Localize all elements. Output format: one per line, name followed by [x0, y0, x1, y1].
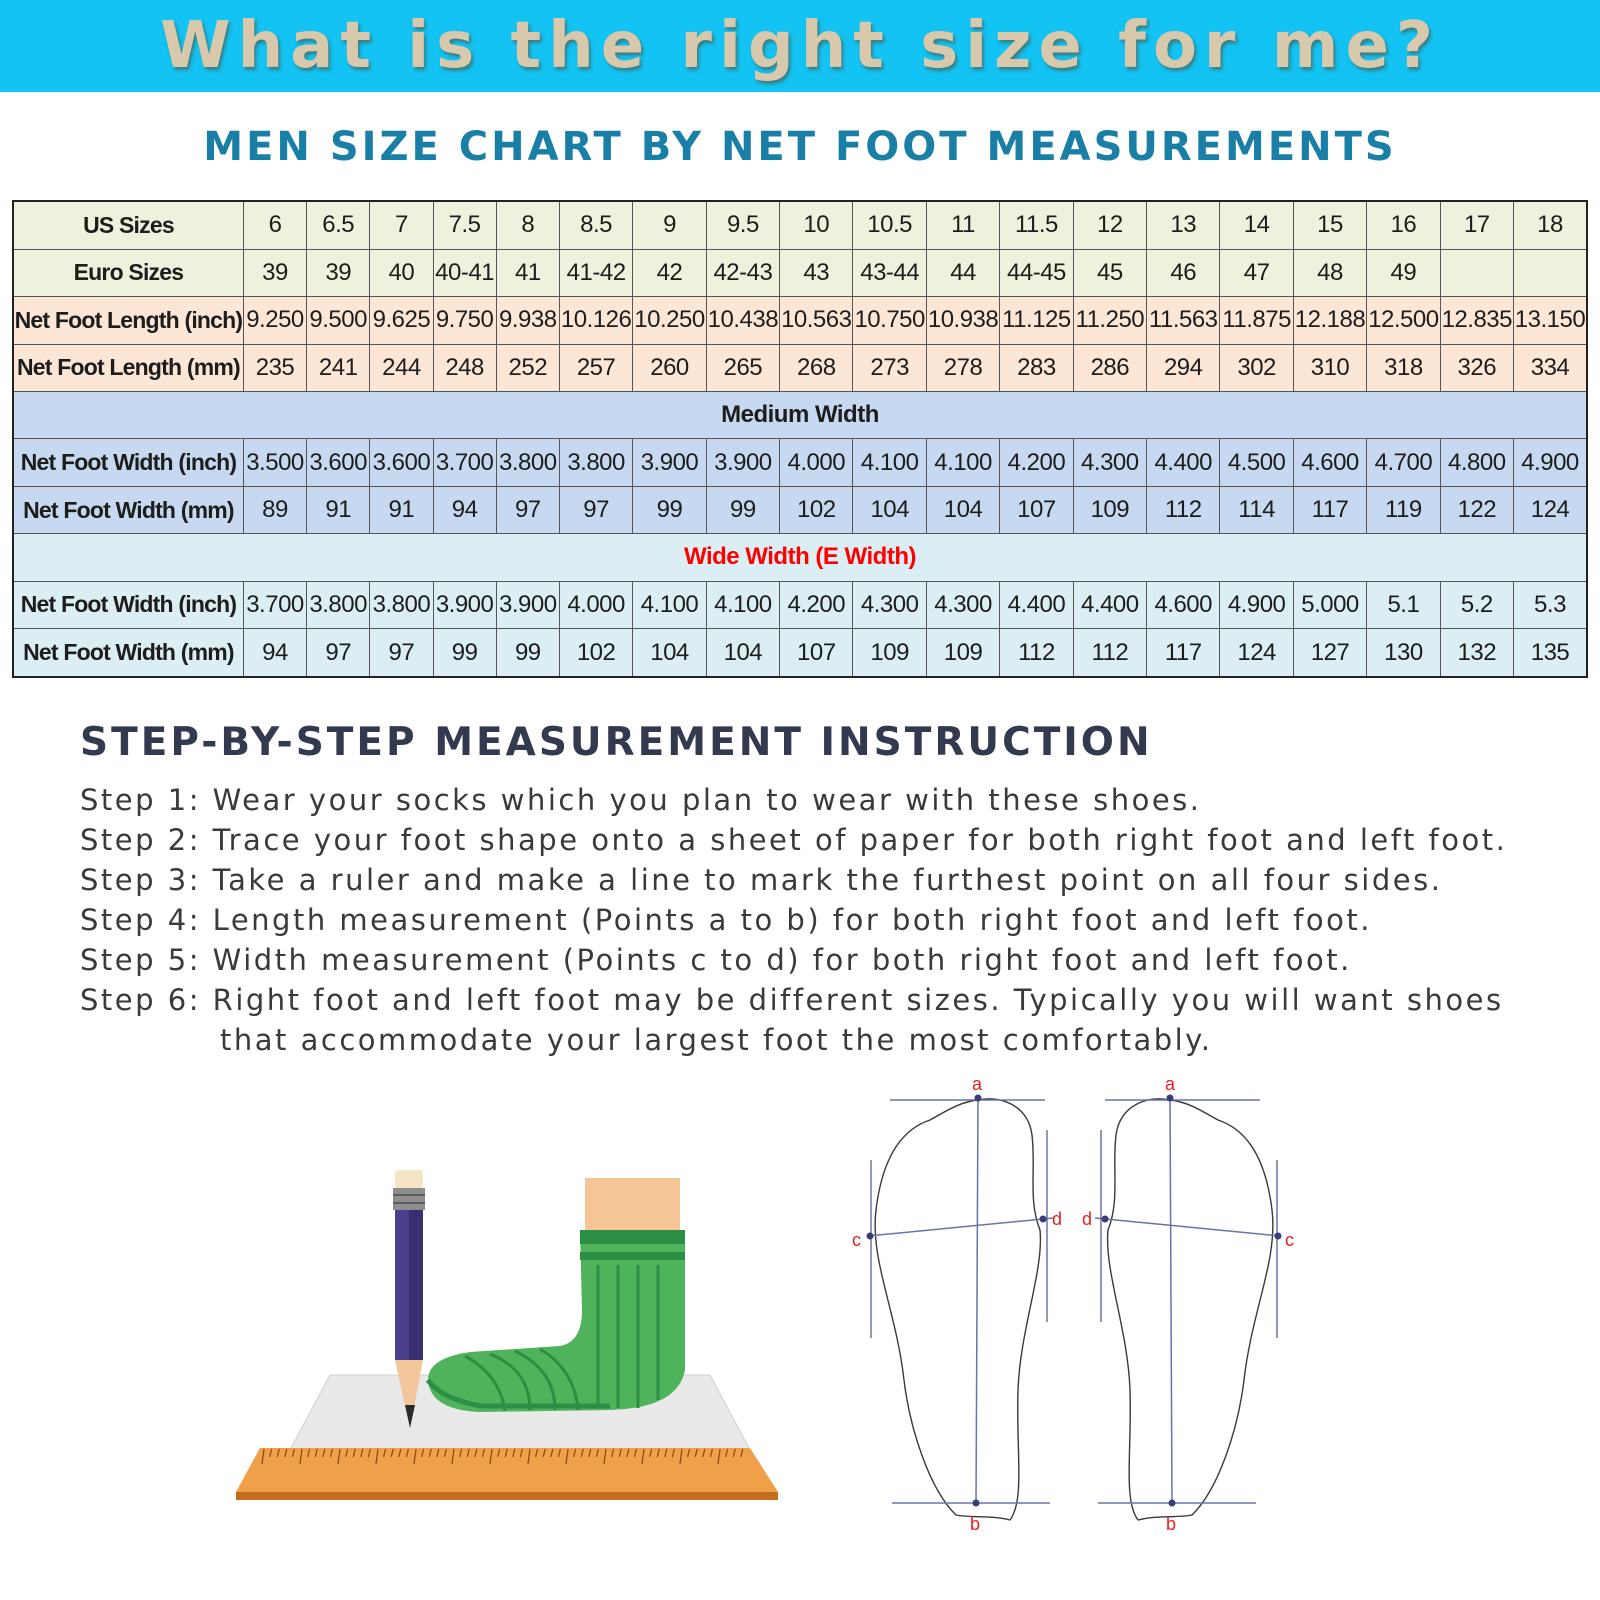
table-cell: 132 — [1440, 629, 1513, 677]
step-2: Step 2: Trace your foot shape onto a sheet of paper for both right foot and left foot. — [80, 823, 1508, 857]
table-cell: 104 — [706, 629, 779, 677]
header-banner — [0, 0, 1600, 92]
table-cell: 10.563 — [780, 297, 853, 344]
table-cell: 117 — [1293, 486, 1366, 533]
table-cell: 8.5 — [559, 201, 632, 249]
table-cell: 104 — [633, 629, 706, 677]
table-cell: 302 — [1220, 344, 1293, 391]
table-cell: 318 — [1367, 344, 1440, 391]
table-cell: 3.900 — [706, 439, 779, 486]
point-d-right: d — [1082, 1209, 1093, 1229]
table-cell: 310 — [1293, 344, 1366, 391]
table-cell: 41-42 — [559, 249, 632, 296]
table-cell: 130 — [1367, 629, 1440, 677]
table-cell: 47 — [1220, 249, 1293, 296]
right-foot-outline — [1082, 1074, 1294, 1534]
table-cell: 9.750 — [433, 297, 496, 344]
table-cell: 41 — [496, 249, 559, 296]
table-cell: 17 — [1440, 201, 1513, 249]
table-cell: 12 — [1073, 201, 1146, 249]
table-cell: 268 — [780, 344, 853, 391]
step-6: Step 6: Right foot and left foot may be different sizes. Typically you will want shoes — [80, 983, 1504, 1017]
step-3: Step 3: Take a ruler and make a line to mark the furthest point on all four sides. — [80, 863, 1443, 897]
table-cell: 244 — [370, 344, 433, 391]
size-table — [12, 200, 1588, 678]
table-cell: 4.000 — [559, 581, 632, 628]
table-cell: 10.5 — [853, 201, 926, 249]
table-cell: 97 — [370, 629, 433, 677]
table-cell: 40 — [370, 249, 433, 296]
table-cell: 44-45 — [1000, 249, 1073, 296]
table-cell: 14 — [1220, 201, 1293, 249]
table-cell: 13 — [1147, 201, 1220, 249]
ruler-icon — [236, 1448, 778, 1500]
point-a-right: a — [1165, 1074, 1176, 1094]
table-cell: 283 — [1000, 344, 1073, 391]
table-cell: 6.5 — [307, 201, 370, 249]
table-cell: 102 — [559, 629, 632, 677]
table-cell: 99 — [433, 629, 496, 677]
table-cell: 10.750 — [853, 297, 926, 344]
table-cell: 4.800 — [1440, 439, 1513, 486]
table-cell: 104 — [853, 486, 926, 533]
table-cell: 265 — [706, 344, 779, 391]
table-cell: 39 — [243, 249, 306, 296]
table-cell: 8 — [496, 201, 559, 249]
table-cell: 119 — [1367, 486, 1440, 533]
table-cell: 42 — [633, 249, 706, 296]
table-cell: 4.500 — [1220, 439, 1293, 486]
table-cell: 3.900 — [633, 439, 706, 486]
row-label: Net Foot Width (mm) — [13, 629, 243, 677]
table-cell: 12.188 — [1293, 297, 1366, 344]
table-cell: 260 — [633, 344, 706, 391]
point-b-left: b — [970, 1514, 981, 1534]
table-cell: 4.300 — [853, 581, 926, 628]
table-cell: 99 — [633, 486, 706, 533]
table-cell: 109 — [1073, 486, 1146, 533]
row-wide-width-inch — [13, 581, 1587, 628]
table-cell: 39 — [307, 249, 370, 296]
table-cell: 46 — [1147, 249, 1220, 296]
table-cell: 9 — [633, 201, 706, 249]
table-cell: 3.900 — [496, 581, 559, 628]
table-cell: 45 — [1073, 249, 1146, 296]
table-cell: 127 — [1293, 629, 1366, 677]
table-cell: 109 — [853, 629, 926, 677]
table-cell: 4.200 — [1000, 439, 1073, 486]
row-euro-sizes — [13, 249, 1587, 296]
row-length-mm — [13, 344, 1587, 391]
table-cell: 97 — [496, 486, 559, 533]
table-cell: 4.400 — [1073, 581, 1146, 628]
table-cell: 273 — [853, 344, 926, 391]
instructions-title: STEP-BY-STEP MEASUREMENT INSTRUCTION — [80, 720, 1153, 765]
table-cell: 3.700 — [243, 581, 306, 628]
table-cell: 4.000 — [780, 439, 853, 486]
table-cell: 10.438 — [706, 297, 779, 344]
table-cell: 18 — [1513, 201, 1587, 249]
table-cell: 5.1 — [1367, 581, 1440, 628]
row-label: Euro Sizes — [13, 249, 243, 296]
table-cell: 97 — [307, 629, 370, 677]
table-cell: 11.125 — [1000, 297, 1073, 344]
table-cell: 4.400 — [1147, 439, 1220, 486]
table-cell: 91 — [370, 486, 433, 533]
table-cell: 10.938 — [926, 297, 999, 344]
table-cell: 4.300 — [1073, 439, 1146, 486]
table-cell: 9.500 — [307, 297, 370, 344]
table-cell: 4.100 — [706, 581, 779, 628]
sock-foot-icon — [428, 1178, 685, 1412]
table-cell: 44 — [926, 249, 999, 296]
table-cell: 124 — [1513, 486, 1587, 533]
table-cell: 9.5 — [706, 201, 779, 249]
table-cell: 12.500 — [1367, 297, 1440, 344]
table-cell: 4.200 — [780, 581, 853, 628]
left-foot-outline — [852, 1074, 1062, 1534]
table-cell: 99 — [496, 629, 559, 677]
table-cell: 248 — [433, 344, 496, 391]
row-label: Net Foot Length (inch) — [13, 297, 243, 344]
table-cell: 3.800 — [559, 439, 632, 486]
table-cell: 40-41 — [433, 249, 496, 296]
table-cell: 3.900 — [433, 581, 496, 628]
table-cell: 4.900 — [1513, 439, 1587, 486]
table-cell: 235 — [243, 344, 306, 391]
table-cell: 4.700 — [1367, 439, 1440, 486]
chart-title: MEN SIZE CHART BY NET FOOT MEASUREMENTS — [203, 124, 1397, 170]
row-label: US Sizes — [13, 201, 243, 249]
table-cell: 16 — [1367, 201, 1440, 249]
table-cell: 3.600 — [307, 439, 370, 486]
table-cell: 42-43 — [706, 249, 779, 296]
table-cell: 3.800 — [496, 439, 559, 486]
table-cell: 11.250 — [1073, 297, 1146, 344]
instruction-steps — [80, 780, 1560, 1060]
table-cell: 3.700 — [433, 439, 496, 486]
row-label: Net Foot Width (inch) — [13, 439, 243, 486]
table-cell: 334 — [1513, 344, 1587, 391]
table-cell: 99 — [706, 486, 779, 533]
point-c-right: c — [1285, 1230, 1294, 1250]
row-label: Net Foot Width (inch) — [13, 581, 243, 628]
table-cell: 7 — [370, 201, 433, 249]
table-cell: 11 — [926, 201, 999, 249]
table-cell: 4.100 — [633, 581, 706, 628]
table-cell: 135 — [1513, 629, 1587, 677]
section-label: Wide Width (E Width) — [13, 534, 1587, 581]
table-cell: 294 — [1147, 344, 1220, 391]
table-cell — [1440, 249, 1513, 296]
measurement-illustration — [230, 1170, 790, 1530]
table-cell: 4.100 — [853, 439, 926, 486]
table-cell: 114 — [1220, 486, 1293, 533]
table-cell: 3.800 — [370, 581, 433, 628]
row-label: Net Foot Length (mm) — [13, 344, 243, 391]
table-cell: 107 — [1000, 486, 1073, 533]
table-cell: 252 — [496, 344, 559, 391]
section-wide-width — [13, 534, 1587, 581]
table-cell: 43 — [780, 249, 853, 296]
table-cell: 48 — [1293, 249, 1366, 296]
table-cell: 5.2 — [1440, 581, 1513, 628]
row-medium-width-inch — [13, 439, 1587, 486]
table-cell: 11.5 — [1000, 201, 1073, 249]
table-cell: 89 — [243, 486, 306, 533]
row-label: Net Foot Width (mm) — [13, 486, 243, 533]
table-cell: 4.400 — [1000, 581, 1073, 628]
table-cell: 10.126 — [559, 297, 632, 344]
table-cell: 10 — [780, 201, 853, 249]
table-cell: 9.625 — [370, 297, 433, 344]
table-cell: 241 — [307, 344, 370, 391]
table-cell: 107 — [780, 629, 853, 677]
table-cell: 4.100 — [926, 439, 999, 486]
table-cell: 109 — [926, 629, 999, 677]
table-cell: 4.300 — [926, 581, 999, 628]
table-cell: 102 — [780, 486, 853, 533]
table-cell: 124 — [1220, 629, 1293, 677]
point-d-left: d — [1052, 1209, 1063, 1229]
table-cell — [1513, 249, 1587, 296]
table-cell: 3.600 — [370, 439, 433, 486]
table-cell: 12.835 — [1440, 297, 1513, 344]
table-cell: 91 — [307, 486, 370, 533]
table-cell: 4.600 — [1147, 581, 1220, 628]
foot-outline-diagram — [852, 1074, 1320, 1570]
point-a-left: a — [972, 1074, 983, 1094]
step-4: Step 4: Length measurement (Points a to b) for both right foot and left foot. — [80, 903, 1372, 937]
section-medium-width — [13, 392, 1587, 439]
page-title: What is the right size for me? — [160, 9, 1440, 83]
table-cell: 9.250 — [243, 297, 306, 344]
table-cell: 286 — [1073, 344, 1146, 391]
table-cell: 49 — [1367, 249, 1440, 296]
table-cell: 112 — [1073, 629, 1146, 677]
step-5: Step 5: Width measurement (Points c to d) for both right foot and left foot. — [80, 943, 1352, 977]
table-cell: 3.800 — [307, 581, 370, 628]
table-cell: 257 — [559, 344, 632, 391]
table-cell: 117 — [1147, 629, 1220, 677]
table-cell: 112 — [1000, 629, 1073, 677]
table-cell: 278 — [926, 344, 999, 391]
table-cell: 97 — [559, 486, 632, 533]
table-cell: 7.5 — [433, 201, 496, 249]
row-wide-width-mm — [13, 629, 1587, 677]
table-cell: 5.3 — [1513, 581, 1587, 628]
table-cell: 13.150 — [1513, 297, 1587, 344]
table-cell: 112 — [1147, 486, 1220, 533]
table-cell: 43-44 — [853, 249, 926, 296]
table-cell: 94 — [433, 486, 496, 533]
row-medium-width-mm — [13, 486, 1587, 533]
section-label: Medium Width — [13, 392, 1587, 439]
table-cell: 326 — [1440, 344, 1513, 391]
table-cell: 122 — [1440, 486, 1513, 533]
table-cell: 94 — [243, 629, 306, 677]
table-cell: 10.250 — [633, 297, 706, 344]
table-cell: 11.563 — [1147, 297, 1220, 344]
point-b-right: b — [1166, 1514, 1177, 1534]
table-cell: 11.875 — [1220, 297, 1293, 344]
table-cell: 4.900 — [1220, 581, 1293, 628]
step-1: Step 1: Wear your socks which you plan to wear with these shoes. — [80, 783, 1202, 817]
step-6-continued: that accommodate your largest foot the most comfortably. — [220, 1023, 1213, 1057]
table-cell: 6 — [243, 201, 306, 249]
table-cell: 9.938 — [496, 297, 559, 344]
point-c-left: c — [852, 1230, 861, 1250]
row-length-inch — [13, 297, 1587, 344]
table-cell: 5.000 — [1293, 581, 1366, 628]
table-cell: 104 — [926, 486, 999, 533]
row-us-sizes — [13, 201, 1587, 249]
table-cell: 4.600 — [1293, 439, 1366, 486]
table-cell: 15 — [1293, 201, 1366, 249]
table-cell: 3.500 — [243, 439, 306, 486]
